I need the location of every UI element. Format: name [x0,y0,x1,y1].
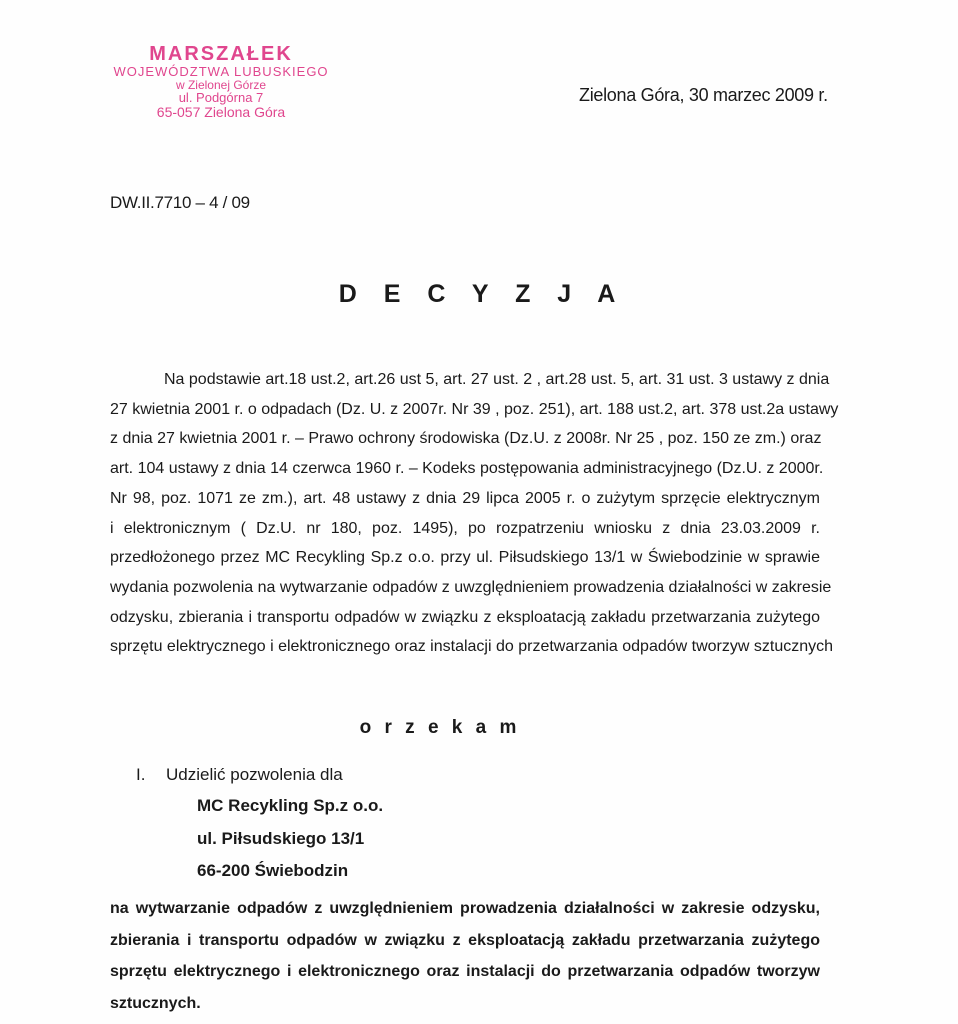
paragraph-line: art. 104 ustawy z dnia 14 czerwca 1960 r. – Kodeks postępowania administracyjnego (Dz.U. z 2000r. [110,460,824,478]
company-street: ul. Piłsudskiego 13/1 [197,829,365,848]
stamp-postcode: 65-057 Zielona Góra [156,103,286,120]
paragraph-line: 27 kwietnia 2001 r. o odpadach (Dz. U. z 2007r. Nr 39 , poz. 251), art. 188 ust.2, art. 378 ust.2a ustawy [110,400,839,418]
point-text: Udzielić pozwolenia dla [166,765,343,784]
stamp-city: w Zielonej Górze [175,77,267,92]
paragraph-line: i elektronicznym ( Dz.U. nr 180, poz. 1495), po rozpatrzeniu wniosku z dnia 23.03.2009 r. [110,519,820,537]
paragraph-line: Na podstawie art.18 ust.2, art.26 ust 5, art. 27 ust. 2 , art.28 ust. 5, art. 31 ust. 3 ustawy z dnia [164,371,830,388]
reference-number: DW.II.7710 – 4 / 09 [110,193,250,212]
paragraph-line: Nr 98, poz. 1071 ze zm.), art. 48 ustawy z dnia 29 lipca 2005 r. o zużytym sprzęcie elektrycznym [110,489,820,507]
paragraph-line: odzysku, zbierania i transportu odpadów w związku z eksploatacją zakładu przetwarzania zużytego [110,608,820,626]
company-name: MC Recykling Sp.z o.o. [197,796,384,815]
document-title: D E C Y Z J A [338,280,626,308]
legal-basis-paragraph [110,365,839,662]
place-and-date: Zielona Góra, 30 marzec 2009 r. [579,85,828,105]
decision-line: sztucznych. [110,994,201,1012]
paragraph-line: wydania pozwolenia na wytwarzanie odpadów z uwzględnieniem prowadzenia działalności w zakresie [110,578,832,596]
paragraph-line: z dnia 27 kwietnia 2001 r. – Prawo ochrony środowiska (Dz.U. z 2008r. Nr 25 , poz. 150 ze zm.) oraz [110,430,822,448]
issuer-stamp [106,44,336,120]
stamp-street: ul. Podgórna 7 [178,90,264,106]
decision-line: na wytwarzanie odpadów z uwzględnieniem prowadzenia działalności w zakresie odzysku, [110,900,820,917]
decision-line: sprzętu elektrycznego i elektronicznego oraz instalacji do przetwarzania odpadów tworzyw [110,963,820,980]
paragraph-line: sprzętu elektrycznego i elektronicznego oraz instalacji do przetwarzania odpadów tworzyw sztucznych [110,638,834,656]
point-number: I. [136,765,146,784]
stamp-office: WOJEWÓDZTWA LUBUSKIEGO [113,64,329,79]
paragraph-line: przedłożonego przez MC Recykling Sp.z o.o. przy ul. Piłsudskiego 13/1 w Świebodzinie w sprawie [110,549,820,567]
point-one [136,765,343,785]
decision-paragraph [110,893,820,1019]
company-city: 66-200 Świebodzin [197,861,349,880]
decision-line: zbierania i transportu odpadów w związku z eksploatacją zakładu przetwarzania zużytego [110,931,820,949]
stamp-title: MARSZAŁEK [149,43,293,65]
verdict-heading: o r z e k a m [359,717,521,738]
